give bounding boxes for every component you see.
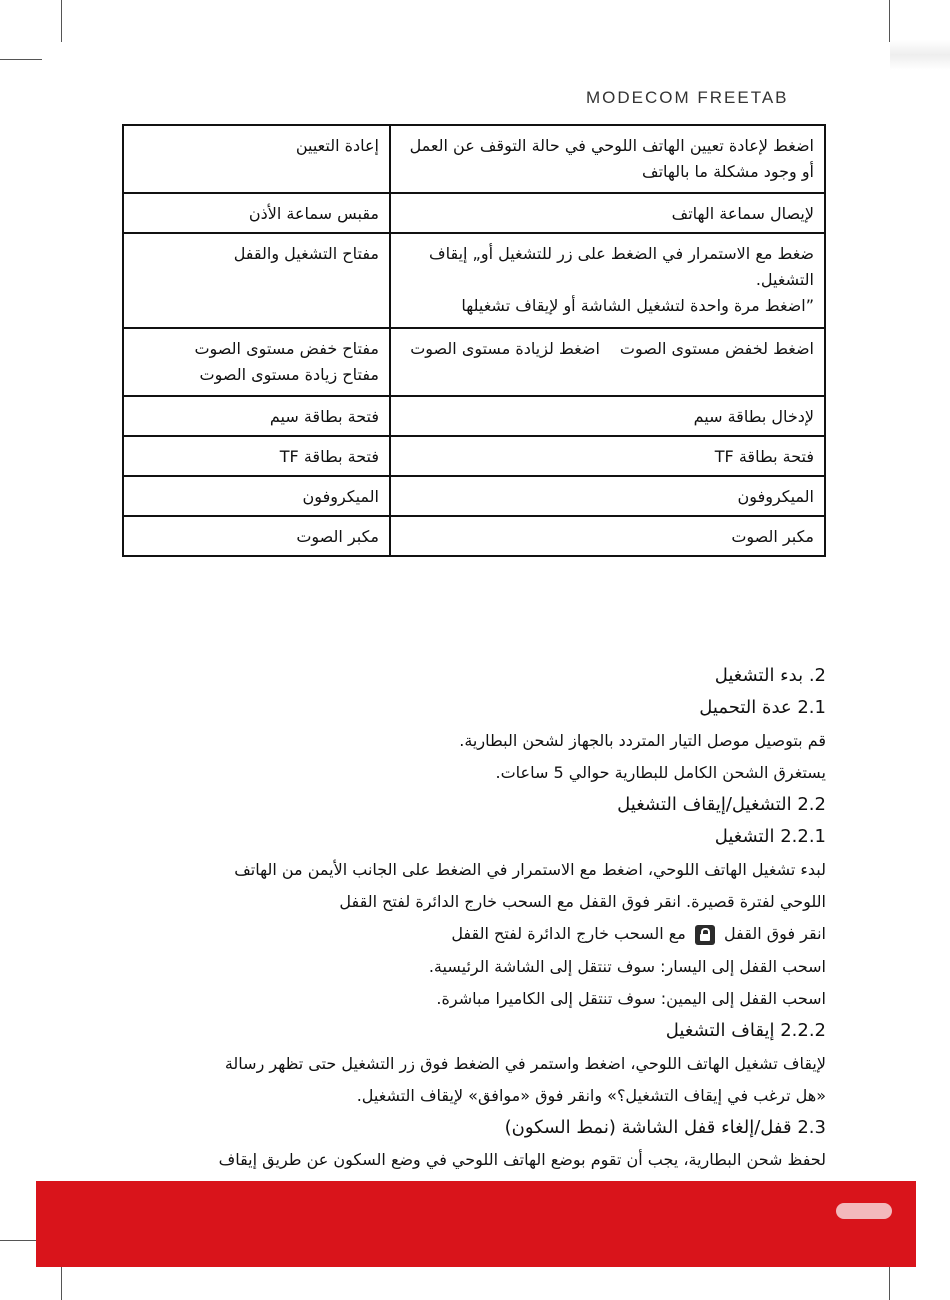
spec-table (122, 124, 826, 557)
section-heading: 2.3 قفل/إلغاء قفل الشاشة (نمط السكون) (504, 1117, 826, 1139)
body-line: «هل ترغب في إيقاف التشغيل؟» وانقر فوق «موافق» لإيقاف التشغيل. (356, 1085, 826, 1105)
table-row (123, 328, 825, 396)
table-row (123, 125, 825, 193)
row-description: الميكروفون (390, 476, 825, 516)
row-description: فتحة بطاقة TF (390, 436, 825, 476)
row-description: ضغط مع الاستمرار في الضغط على زر للتشغيل أو„ إيقاف التشغيل. ”اضغط مرة واحدة لتشغيل الشاشة أو لإيقاف تشغيلها (390, 233, 825, 328)
volume-down-description: اضغط لخفض مستوى الصوت (619, 339, 814, 358)
row-name: مفتاح خفض مستوى الصوت مفتاح زيادة مستوى الصوت (123, 328, 390, 396)
row-name: الميكروفون (123, 476, 390, 516)
section-heading: 2. بدء التشغيل (714, 665, 826, 686)
body-text-after: مع السحب خارج الدائرة لفتح القفل (451, 924, 686, 944)
row-name: إعادة التعيين (123, 125, 390, 193)
row-name: فتحة بطاقة سيم (123, 396, 390, 436)
table-row (123, 436, 825, 476)
row-description: لإدخال بطاقة سيم (390, 396, 825, 436)
crop-mark (889, 0, 890, 42)
table-row (123, 476, 825, 516)
brand-header: MODECOM FREETAB (586, 88, 789, 107)
row-description: لإيصال سماعة الهاتف (390, 193, 825, 233)
body-line: لإيقاف تشغيل الهاتف اللوحي، اضغط واستمر في الضغط فوق زر التشغيل حتى تظهر رسالة (224, 1053, 826, 1073)
footer-band (36, 1181, 916, 1267)
body-line: قم بتوصيل موصل التيار المتردد بالجهاز لشحن البطارية. (459, 730, 826, 750)
section-heading: 2.2 التشغيل/إيقاف التشغيل (617, 794, 826, 816)
crop-mark (61, 0, 62, 42)
body-text-before: انقر فوق القفل (724, 924, 826, 944)
lock-icon (695, 925, 715, 945)
body-line: اللوحي لفترة قصيرة. انقر فوق القفل مع السحب خارج الدائرة لفتح القفل (339, 892, 826, 912)
row-name: فتحة بطاقة TF (123, 436, 390, 476)
body-line: لبدء تشغيل الهاتف اللوحي، اضغط مع الاستمرار في الضغط على الجانب الأيمن من الهاتف (234, 859, 826, 879)
volume-up-description: اضغط لزيادة مستوى الصوت (410, 339, 600, 358)
manual-body (150, 660, 826, 1177)
page-number-tab (836, 1203, 892, 1219)
body-line: لحفظ شحن البطارية، يجب أن تقوم بوضع الهاتف اللوحي في وضع السكون عن طريق إيقاف (218, 1150, 826, 1170)
crop-mark (0, 59, 42, 60)
row-description: مكبر الصوت (390, 516, 825, 556)
table-row (123, 516, 825, 556)
row-description: اضغط لإعادة تعيين الهاتف اللوحي في حالة التوقف عن العمل أو وجود مشكلة ما بالهاتف (390, 125, 825, 193)
table-row (123, 233, 825, 328)
table-row (123, 193, 825, 233)
row-description (390, 328, 825, 396)
body-line: اسحب القفل إلى اليمين: سوف تنتقل إلى الكاميرا مباشرة. (436, 988, 826, 1008)
section-heading: 2.2.2 إيقاف التشغيل (665, 1020, 826, 1042)
table-row (123, 396, 825, 436)
body-line: اسحب القفل إلى اليسار: سوف تنتقل إلى الشاشة الرئيسية. (428, 956, 826, 976)
page-edge-shadow (890, 40, 950, 70)
body-line (150, 918, 826, 950)
section-heading: 2.2.1 التشغيل (714, 826, 826, 848)
body-line: يستغرق الشحن الكامل للبطارية حوالي 5 ساعات. (495, 762, 826, 782)
row-name: مقبس سماعة الأذن (123, 193, 390, 233)
row-name: مكبر الصوت (123, 516, 390, 556)
section-heading: 2.1 عدة التحميل (699, 697, 826, 719)
row-name: مفتاح التشغيل والقفل (123, 233, 390, 328)
